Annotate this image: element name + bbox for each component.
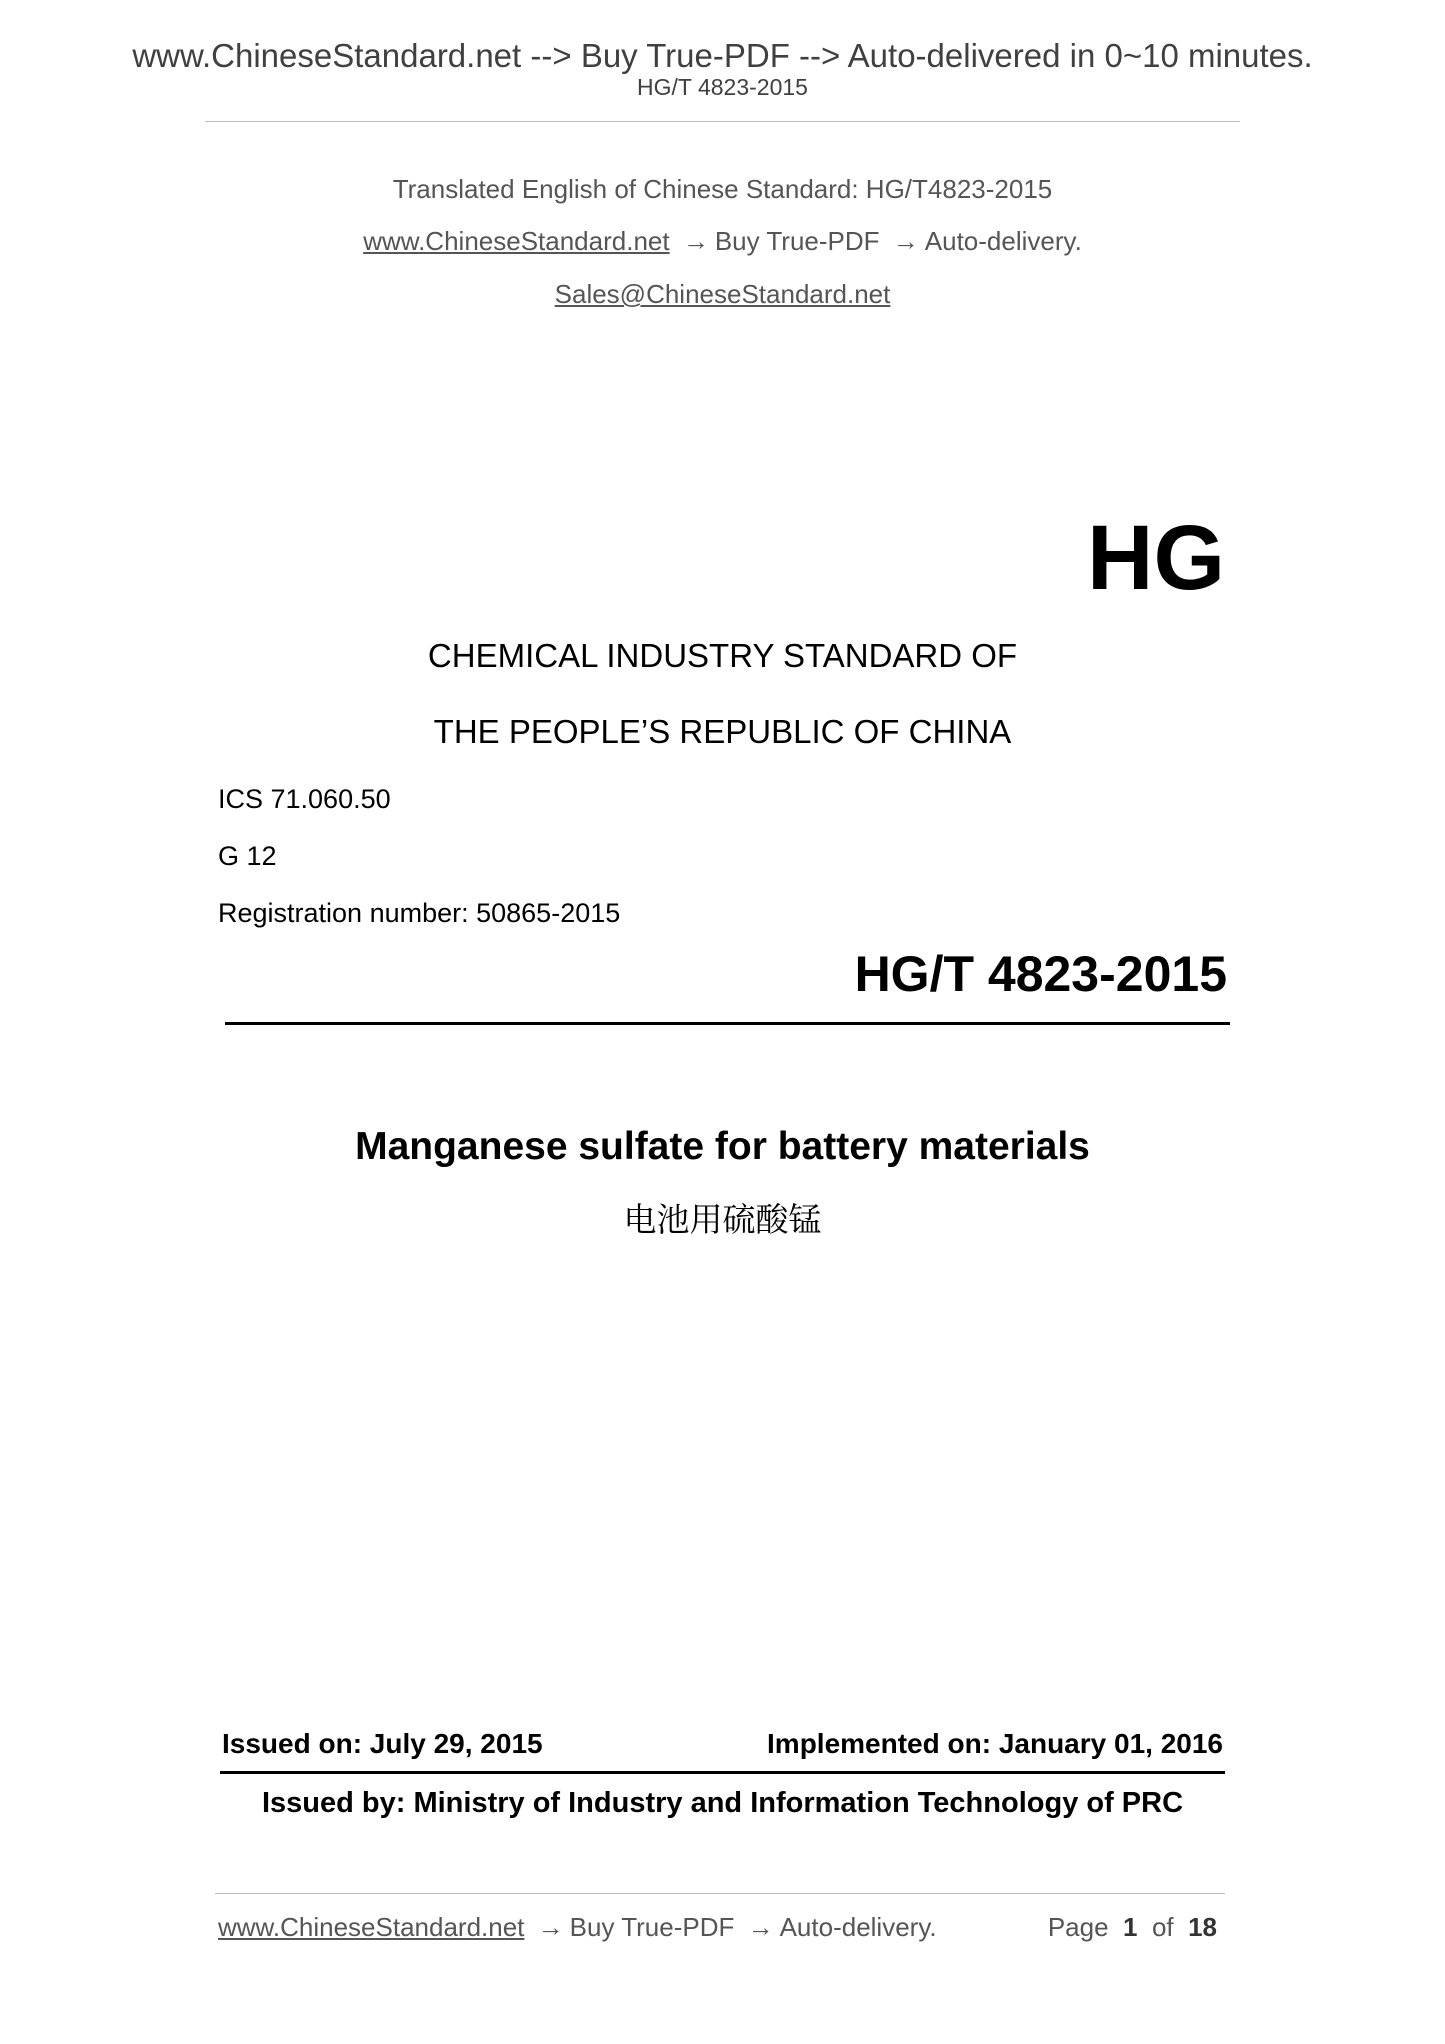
page-total: 18: [1188, 1912, 1217, 1942]
ics-code: ICS 71.060.50: [218, 784, 391, 814]
banner-arrow: -->: [799, 37, 841, 74]
email-line: [0, 278, 1445, 310]
top-banner: [0, 36, 1445, 76]
page-label: Page: [1047, 1912, 1109, 1942]
footer-site-link[interactable]: www.ChineseStandard.net: [218, 1912, 525, 1942]
banner-arrow: -->: [530, 37, 572, 74]
buy-text: Buy True-PDF: [714, 226, 880, 256]
footer-divider: [215, 1893, 1225, 1894]
running-header-code: HG/T 4823-2015: [637, 74, 808, 100]
arrow-icon: →: [892, 226, 919, 256]
header-divider: [205, 121, 1240, 122]
issued-by: Issued by: Ministry of Industry and Information Technology of PRC: [261, 1787, 1184, 1819]
arrow-icon: →: [537, 1912, 564, 1942]
footer-buy-text: Buy True-PDF: [569, 1912, 735, 1942]
hg-logo: HG: [1087, 507, 1225, 609]
authority-title-line2: THE PEOPLE’S REPUBLIC OF CHINA: [433, 713, 1012, 750]
classification-code: G 12: [218, 841, 277, 871]
issued-on: Issued on: July 29, 2015: [222, 1728, 543, 1759]
footer-delivery-line: [218, 1911, 937, 1943]
document-title: Manganese sulfate for battery materials: [355, 1125, 1090, 1168]
auto-delivery-text: Auto-delivery.: [924, 226, 1082, 256]
arrow-icon: →: [682, 226, 709, 256]
page-of: of: [1151, 1912, 1174, 1942]
banner-site[interactable]: www.ChineseStandard.net: [132, 37, 522, 74]
banner-delivery: Auto-delivered in 0~10 minutes.: [847, 37, 1313, 74]
translated-line: Translated English of Chinese Standard: HG/T4823-2015: [392, 174, 1053, 204]
site-link[interactable]: www.ChineseStandard.net: [363, 226, 670, 256]
implemented-on: Implemented on: January 01, 2016: [767, 1728, 1223, 1759]
registration-number: Registration number: 50865-2015: [218, 898, 621, 928]
issue-divider: [220, 1771, 1225, 1774]
page-current: 1: [1123, 1912, 1138, 1942]
banner-buy: Buy True-PDF: [580, 37, 790, 74]
standard-number-rule: [225, 1022, 1230, 1025]
arrow-icon: →: [747, 1912, 774, 1942]
page-indicator: [1048, 1911, 1217, 1943]
document-title-chinese: 电池用硫酸锰: [623, 1200, 822, 1239]
intro-delivery-line: [0, 225, 1445, 257]
authority-title-line1: CHEMICAL INDUSTRY STANDARD OF: [427, 637, 1018, 674]
standard-number: HG/T 4823-2015: [854, 946, 1227, 1002]
footer-auto-delivery-text: Auto-delivery.: [779, 1912, 937, 1942]
email-link[interactable]: Sales@ChineseStandard.net: [554, 279, 891, 309]
